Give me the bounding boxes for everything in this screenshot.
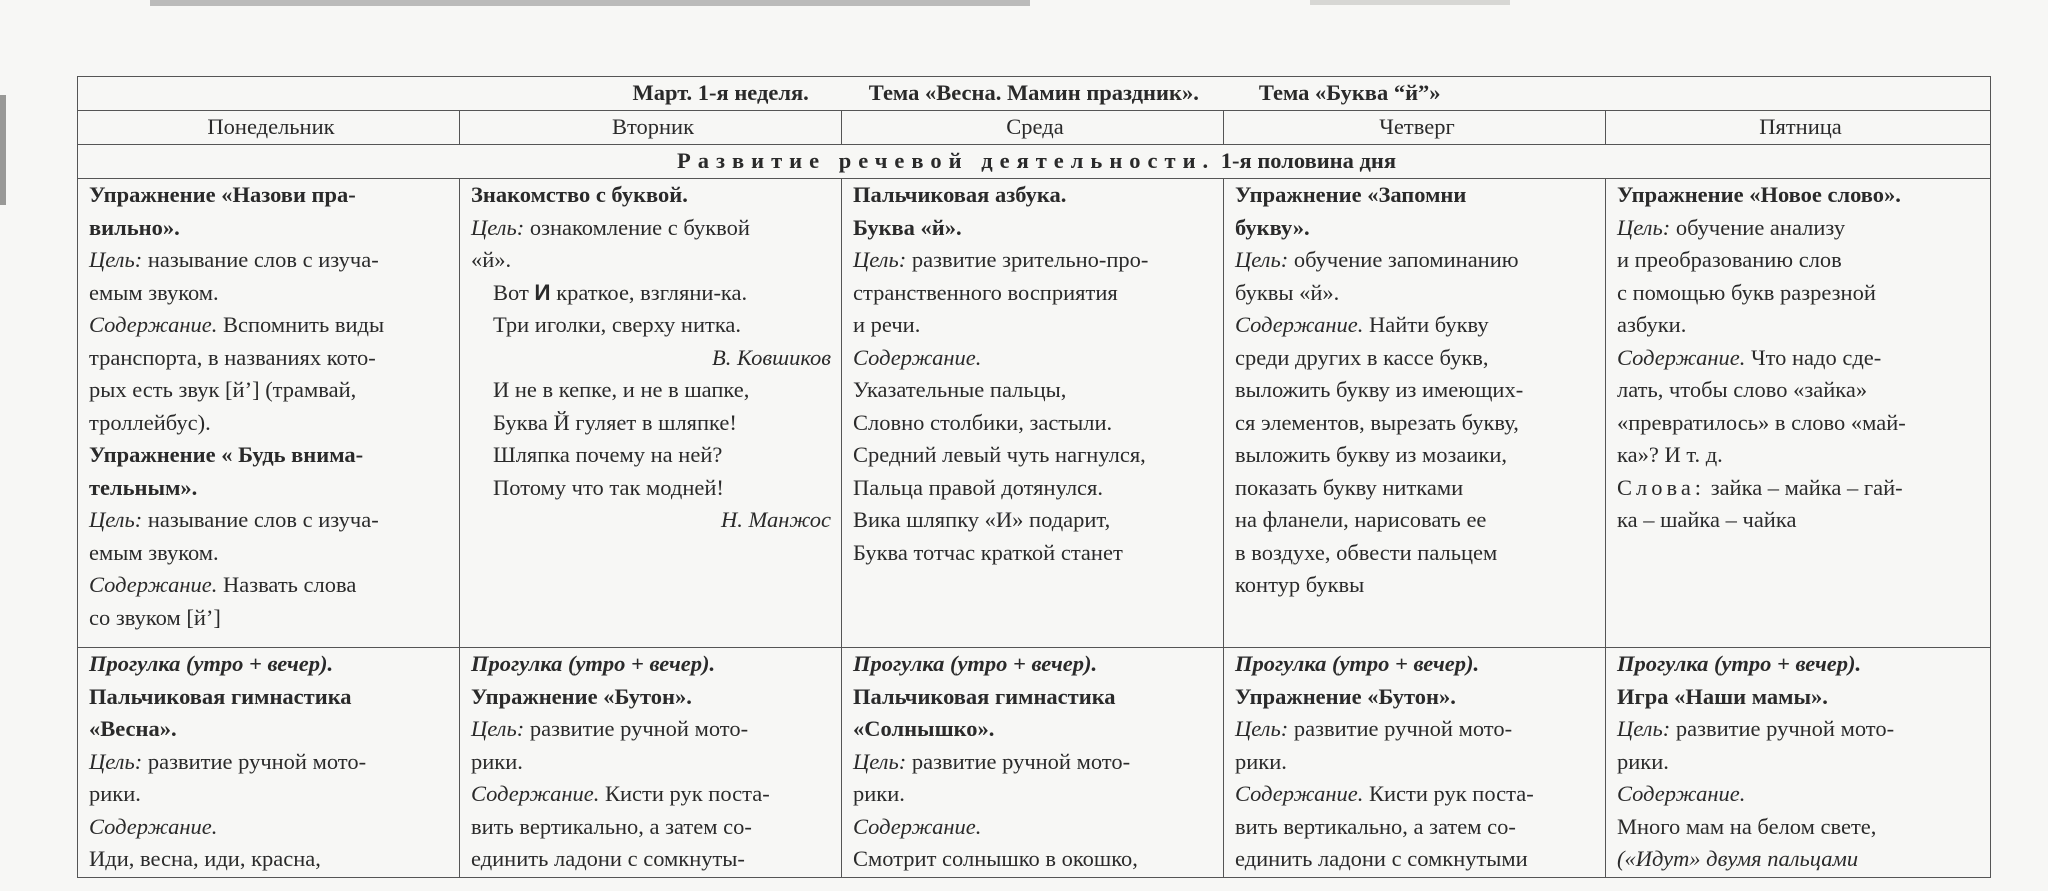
content-text: Кисти рук поста- — [599, 781, 770, 806]
first-half-row — [78, 179, 1991, 648]
section-title — [78, 145, 1991, 179]
content-text: вить вертикально, а затем со- — [1235, 813, 1516, 839]
goal-text-cont: и преобразованию слов — [1617, 247, 1842, 272]
goal-text: ознакомление с буквой — [524, 214, 750, 240]
content-label: Содержание. — [1235, 781, 1364, 806]
content-text: на фланели, нарисовать ее — [1235, 507, 1487, 532]
walk-row — [78, 648, 1991, 878]
poem-line: Буква Й гуляет в шляпке! — [493, 409, 737, 435]
cell-friday-2 — [1606, 648, 1991, 878]
goal-label: Цель: — [1617, 214, 1671, 240]
content-label: Содержание. — [1617, 781, 1746, 806]
content-text: показать букву нитками — [1235, 474, 1464, 500]
content-label: Содержание. — [853, 344, 982, 370]
poem-line: Средний левый чуть нагнулся, — [853, 442, 1146, 467]
poem-line: Много мам на белом свете, — [1617, 813, 1877, 839]
goal-line — [853, 244, 1217, 277]
goal-text-cont: емым звуком. — [89, 279, 219, 305]
content-text: среди других в кассе букв, — [1235, 344, 1489, 370]
goal-label: Цель: — [471, 716, 525, 741]
goal-label: Цель: — [853, 247, 907, 272]
content-text: Найти букву — [1363, 312, 1489, 337]
header-theme-1: Тема «Весна. Мамин праздник». — [868, 80, 1199, 105]
exercise-title: Знакомство с буквой. — [471, 182, 688, 207]
walk-label: Прогулка (утро + вечер). — [89, 651, 334, 676]
content-text: Вспомнить виды — [217, 312, 385, 337]
goal-line — [89, 244, 453, 277]
poem-line: Смотрит солнышко в окошко, — [853, 846, 1138, 871]
goal-text-cont: рики. — [89, 781, 141, 806]
days-row — [78, 111, 1991, 145]
exercise-title: Пальчиковая азбука. — [853, 182, 1067, 207]
content-label: Содержание. — [1617, 344, 1746, 370]
content-text: рых есть звук [й’] (трамвай, — [89, 377, 357, 402]
exercise-title: Упражнение «Назови пра- — [89, 182, 356, 207]
words-line — [1617, 472, 1984, 505]
goal-label: Цель: — [89, 748, 143, 774]
content-text: Кисти рук поста- — [1363, 781, 1534, 806]
content-text: троллейбус). — [89, 409, 211, 435]
poem-author: В. Ковшиков — [711, 344, 831, 370]
weekly-plan-table — [77, 76, 1991, 878]
exercise-title-cont: вильно». — [89, 214, 180, 240]
content-label: Содержание. — [853, 813, 982, 839]
cell-thursday-1 — [1224, 179, 1606, 648]
poem-author: Н. Манжос — [721, 507, 831, 532]
poem-line — [471, 277, 835, 310]
exercise-title: Упражнение «Бутон». — [1235, 683, 1456, 709]
goal-line — [89, 746, 453, 779]
section-title-spaced: Развитие речевой деятельности. — [676, 148, 1216, 173]
content-text: выложить букву из имеющих- — [1235, 377, 1524, 402]
scan-top-artifact — [150, 0, 1030, 6]
content-text: со звуком [й’] — [89, 604, 221, 630]
content-line — [89, 309, 453, 342]
goal-line — [1235, 244, 1599, 277]
content-label: Содержание. — [89, 572, 218, 597]
header-month: Март. 1-я неделя. — [632, 80, 809, 105]
goal-text-cont: «й». — [471, 247, 512, 272]
content-text: контур буквы — [1235, 572, 1365, 597]
content-label: Содержание. — [89, 312, 218, 337]
goal-text-cont: рики. — [1235, 748, 1287, 774]
content-label: Содержание. — [471, 781, 600, 806]
goal-line — [471, 713, 835, 746]
content-text: ся элементов, вырезать букву, — [1235, 409, 1519, 435]
exercise-title-cont: Буква «й». — [853, 214, 962, 240]
goal-label: Цель: — [471, 214, 525, 240]
walk-label: Прогулка (утро + вечер). — [853, 651, 1098, 676]
goal-text-cont: рики. — [471, 748, 523, 774]
header-theme-2: Тема «Буква “й”» — [1258, 80, 1441, 105]
exercise-title-cont: тельным». — [89, 474, 198, 500]
cell-monday-2 — [78, 648, 460, 878]
goal-label: Цель: — [89, 507, 143, 532]
goal-line — [471, 212, 835, 245]
exercise-title-cont: букву». — [1235, 214, 1310, 240]
stage-direction: («Идут» двумя пальцами — [1617, 846, 1859, 871]
day-friday: Пятница — [1606, 111, 1991, 145]
content-text: Назвать слова — [217, 572, 357, 597]
goal-text-cont: рики. — [853, 781, 905, 806]
walk-label: Прогулка (утро + вечер). — [1235, 651, 1480, 676]
exercise-title: Пальчиковая гимнастика — [853, 683, 1116, 709]
day-monday: Понедельник — [78, 111, 460, 145]
goal-text-cont: буквы «й». — [1235, 279, 1340, 305]
goal-text: развитие зрительно-про- — [906, 247, 1149, 272]
goal-text: развитие ручной мото- — [906, 748, 1131, 774]
goal-text: обучение анализу — [1670, 214, 1846, 240]
exercise-title: Упражнение « Будь внима- — [89, 442, 364, 467]
poem-line: Вика шляпку «И» подарит, — [853, 507, 1111, 532]
day-tuesday: Вторник — [460, 111, 842, 145]
content-text: в воздухе, обвести пальцем — [1235, 539, 1498, 565]
content-text: вить вертикально, а затем со- — [471, 813, 752, 839]
cell-wednesday-2 — [842, 648, 1224, 878]
content-label: Содержание. — [89, 813, 218, 839]
poem-line: Иди, весна, иди, красна, — [89, 846, 321, 871]
content-text: единить ладони с сомкнуты- — [471, 846, 745, 871]
poem-line: Пальца правой дотянулся. — [853, 474, 1104, 500]
cell-wednesday-1 — [842, 179, 1224, 648]
content-line — [89, 569, 453, 602]
content-text: единить ладони с сомкнутыми — [1235, 846, 1528, 871]
exercise-title: Пальчиковая гимнастика — [89, 683, 352, 709]
cell-monday-1 — [78, 179, 460, 648]
goal-text: развитие ручной мото- — [524, 716, 749, 741]
goal-text: называние слов с изуча- — [142, 247, 379, 272]
header-cell — [78, 77, 1991, 111]
goal-label: Цель: — [89, 247, 143, 272]
section-title-rest: 1-я половина дня — [1215, 148, 1397, 173]
cell-thursday-2 — [1224, 648, 1606, 878]
content-line — [1617, 342, 1984, 375]
walk-label: Прогулка (утро + вечер). — [471, 651, 716, 676]
exercise-title: Упражнение «Запомни — [1235, 182, 1467, 207]
content-text: выложить букву из мозаики, — [1235, 442, 1508, 467]
goal-label: Цель: — [1235, 247, 1289, 272]
poem-line: И не в кепке, и не в шапке, — [493, 377, 750, 402]
goal-text: называние слов с изуча- — [142, 507, 379, 532]
cell-tuesday-2 — [460, 648, 842, 878]
scan-top-artifact-right — [1310, 0, 1510, 5]
words-label: Слова: — [1617, 474, 1706, 500]
poem-line: Три иголки, сверху нитка. — [493, 312, 742, 337]
day-thursday: Четверг — [1224, 111, 1606, 145]
exercise-title-cont: «Солнышко». — [853, 716, 995, 741]
goal-line — [89, 504, 453, 537]
poem-text: Вот — [493, 279, 535, 305]
content-line — [1235, 309, 1599, 342]
exercise-title-cont: «Весна». — [89, 716, 177, 741]
content-text: ка»? И т. д. — [1617, 442, 1723, 467]
poem-line: Буква тотчас краткой станет — [853, 539, 1123, 565]
goal-label: Цель: — [1617, 716, 1671, 741]
exercise-title: Упражнение «Бутон». — [471, 683, 692, 709]
scan-left-artifact — [0, 95, 6, 205]
goal-text-cont: с помощью букв разрезной — [1617, 279, 1876, 305]
goal-line — [1617, 212, 1984, 245]
goal-text-cont: рики. — [1617, 748, 1669, 774]
goal-text-cont: и речи. — [853, 312, 921, 337]
content-line — [471, 778, 835, 811]
poem-line: Шляпка почему на ней? — [493, 442, 723, 467]
goal-text-cont: емым звуком. — [89, 539, 219, 565]
goal-line — [1617, 713, 1984, 746]
day-wednesday: Среда — [842, 111, 1224, 145]
goal-label: Цель: — [853, 748, 907, 774]
content-line — [1235, 778, 1599, 811]
poem-line: Указательные пальцы, — [853, 377, 1067, 402]
section-row — [78, 145, 1991, 179]
poem-line: Словно столбики, застыли. — [853, 409, 1113, 435]
poem-text: краткое, взгляни-ка. — [550, 279, 748, 305]
goal-line — [853, 746, 1217, 779]
goal-text: обучение запоминанию — [1288, 247, 1519, 272]
exercise-title: Упражнение «Новое слово». — [1617, 182, 1901, 207]
content-text: Что надо сде- — [1745, 344, 1882, 370]
goal-text: развитие ручной мото- — [1670, 716, 1895, 741]
goal-label: Цель: — [1235, 716, 1289, 741]
walk-label: Прогулка (утро + вечер). — [1617, 651, 1862, 676]
cell-friday-1 — [1606, 179, 1991, 648]
poem-letter: И — [534, 279, 551, 305]
exercise-title: Игра «Наши мамы». — [1617, 683, 1828, 709]
poem-line: Потому что так модней! — [493, 474, 724, 500]
cell-tuesday-1 — [460, 179, 842, 648]
goal-text-cont: странственного восприятия — [853, 279, 1118, 305]
content-text: «превратилось» в слово «май- — [1617, 409, 1906, 435]
goal-text: развитие ручной мото- — [142, 748, 367, 774]
words-text-cont: ка – шайка – чайка — [1617, 507, 1797, 532]
words-text: зайка – майка – гай- — [1705, 474, 1903, 500]
goal-text-cont: азбуки. — [1617, 312, 1687, 337]
content-text: лать, чтобы слово «зайка» — [1617, 377, 1868, 402]
content-label: Содержание. — [1235, 312, 1364, 337]
content-text: транспорта, в названиях кото- — [89, 344, 376, 370]
goal-line — [1235, 713, 1599, 746]
header-row — [78, 77, 1991, 111]
goal-text: развитие ручной мото- — [1288, 716, 1513, 741]
